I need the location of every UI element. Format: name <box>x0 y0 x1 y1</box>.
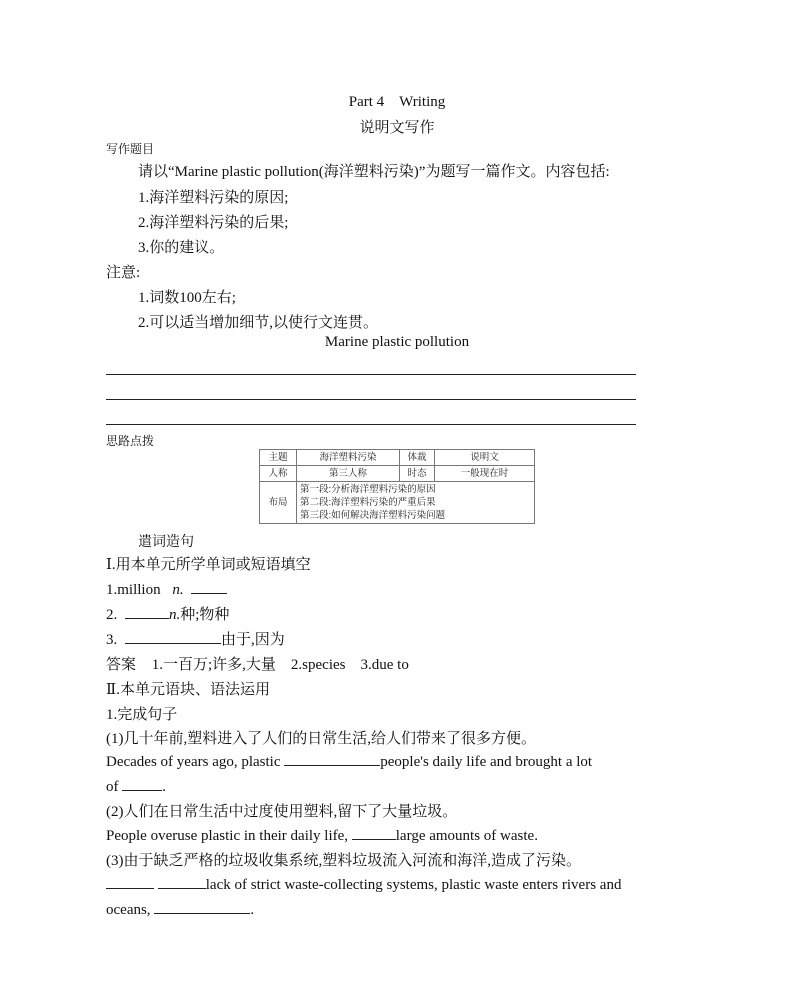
q1-pos: n. <box>172 582 184 598</box>
section-1-heading: Ⅰ.用本单元所学单词或短语填空 <box>106 557 311 573</box>
q2-blank[interactable] <box>125 604 169 619</box>
s2-blank[interactable] <box>352 825 396 840</box>
table-cell-layout <box>297 482 535 524</box>
table-cell: 人称 <box>260 466 297 482</box>
q2-pos: n. <box>169 607 181 623</box>
sentence-3-en-cont <box>106 899 254 919</box>
section-2-heading: Ⅱ.本单元语块、语法运用 <box>106 682 270 698</box>
subsection-1: 1.完成句子 <box>106 707 178 723</box>
sentence-3-cn: (3)由于缺乏严格的垃圾收集系统,塑料垃圾流入河流和海洋,造成了污染。 <box>106 853 581 869</box>
table-cell: 布局 <box>260 482 297 524</box>
table-row <box>260 482 535 524</box>
s1-text-a: Decades of years ago, plastic <box>106 754 281 770</box>
q1-blank[interactable] <box>191 579 227 594</box>
layout-line-1: 第一段:分析海洋塑料污染的原因 <box>300 484 436 495</box>
s1-text-d: . <box>162 779 166 795</box>
answer-line <box>106 653 409 674</box>
sentence-1-en-cont <box>106 776 166 796</box>
s1-text-b: people's daily life and brought a lot <box>380 754 593 770</box>
table-row <box>260 466 535 482</box>
table-cell: 体裁 <box>400 450 435 466</box>
part-title: Part 4 Writing <box>348 94 446 110</box>
q1-prefix: 1.million <box>106 582 161 598</box>
table-cell: 主题 <box>260 450 297 466</box>
s3-text-c: . <box>250 902 255 918</box>
task-item-1: 1.海洋塑料污染的原因; <box>138 190 289 206</box>
guide-heading: 思路点拨 <box>106 434 155 448</box>
task-heading: 写作题目 <box>106 142 155 156</box>
answer-text: 1.一百万;许多,大量 2.species 3.due to <box>151 657 409 673</box>
q3-suffix: 由于,因为 <box>221 632 285 648</box>
task-prompt: 请以“Marine plastic pollution(海洋塑料污染)”为题写一篇作文。内容包括: <box>138 164 610 180</box>
writing-line-2 <box>106 399 636 400</box>
s3-blank-2[interactable] <box>158 874 206 889</box>
task-item-3: 3.你的建议。 <box>138 240 225 256</box>
answer-label: 答案 <box>106 657 137 673</box>
s1-blank-2[interactable] <box>122 776 162 791</box>
layout-line-2: 第二段:海洋塑料污染的严重后果 <box>300 497 436 508</box>
s1-blank-1[interactable] <box>284 751 380 766</box>
note-1: 1.词数100左右; <box>138 290 236 306</box>
layout-line-3: 第三段:如何解决海洋塑料污染问题 <box>300 510 446 521</box>
question-1 <box>106 579 227 599</box>
task-item-2: 2.海洋塑料污染的后果; <box>138 215 289 231</box>
s2-text-b: large amounts of waste. <box>395 828 538 844</box>
table-cell: 说明文 <box>435 450 535 466</box>
sentence-2-cn: (2)人们在日常生活中过度使用塑料,留下了大量垃圾。 <box>106 804 458 820</box>
table-row <box>260 450 535 466</box>
note-2: 2.可以适当增加细节,以使行文连贯。 <box>138 315 379 331</box>
s3-text-b: oceans, <box>106 902 151 918</box>
table-cell: 第三人称 <box>297 466 400 482</box>
page-subtitle: 说明文写作 <box>359 120 435 136</box>
table-cell: 海洋塑料污染 <box>297 450 400 466</box>
vocab-heading: 遣词造句 <box>138 535 194 550</box>
s3-blank-1[interactable] <box>106 874 154 889</box>
writing-line-1 <box>106 374 636 375</box>
writing-line-3 <box>106 424 636 425</box>
sentence-1-en <box>106 751 592 771</box>
sentence-1-cn: (1)几十年前,塑料进入了人们的日常生活,给人们带来了很多方便。 <box>106 731 536 747</box>
q3-prefix: 3. <box>106 632 118 648</box>
question-2 <box>106 603 229 624</box>
s3-blank-3[interactable] <box>154 899 250 914</box>
table-cell: 一般现在时 <box>435 466 535 482</box>
q2-prefix: 2. <box>106 607 118 623</box>
guide-table <box>259 449 535 524</box>
sentence-2-en <box>106 825 538 845</box>
essay-title: Marine plastic pollution <box>324 334 470 350</box>
question-3 <box>106 628 285 649</box>
q2-suffix: 种;物种 <box>180 607 230 623</box>
s1-text-c: of <box>106 779 119 795</box>
sentence-3-en <box>106 874 621 894</box>
s2-text-a: People overuse plastic in their daily life, <box>106 828 349 844</box>
s3-text-a: lack of strict waste-collecting systems, plastic waste enters rivers and <box>205 877 622 893</box>
note-label: 注意: <box>106 265 141 281</box>
q3-blank[interactable] <box>125 629 221 644</box>
table-cell: 时态 <box>400 466 435 482</box>
